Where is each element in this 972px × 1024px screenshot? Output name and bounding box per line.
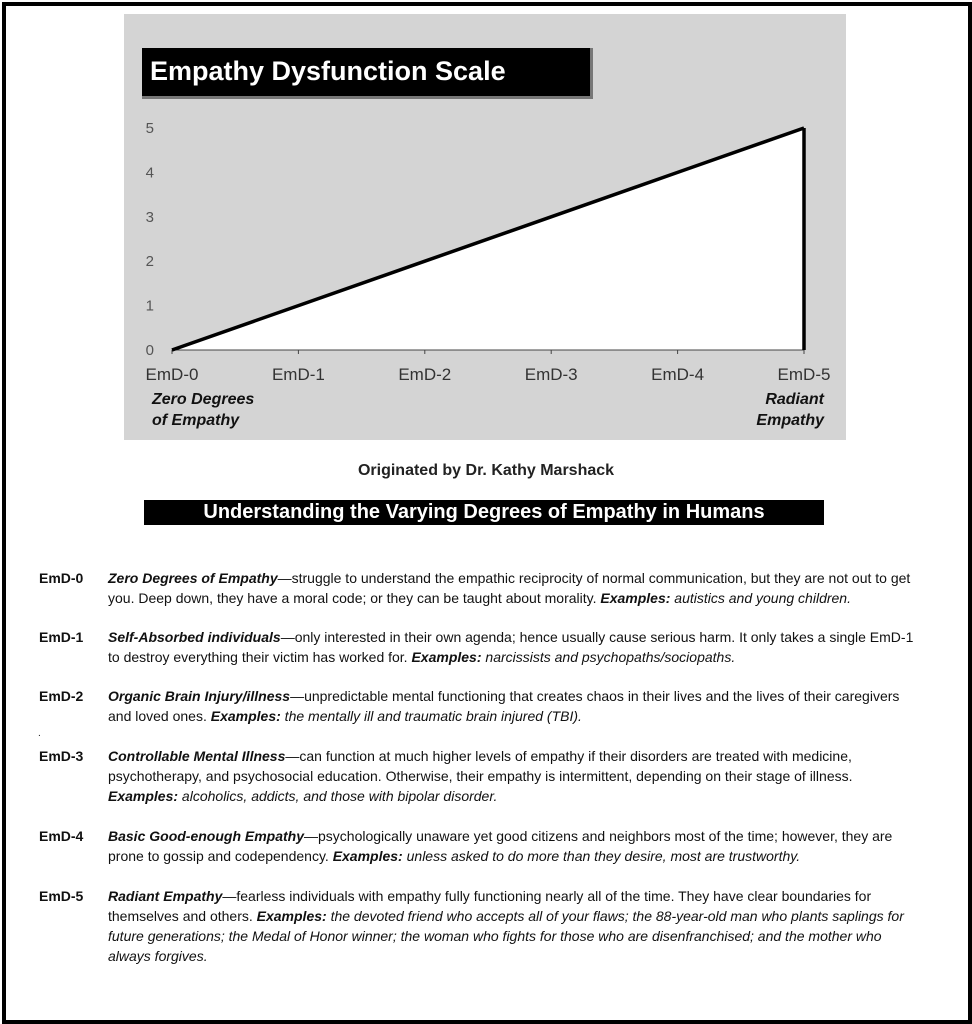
entry-description — [108, 886, 923, 966]
entry-code: EmD-3 — [39, 748, 84, 764]
entry-examples: alcoholics, addicts, and those with bipolar disorder. — [178, 788, 498, 804]
entry-code: EmD-0 — [39, 570, 84, 586]
examples-label: Examples: — [256, 908, 327, 924]
entry-code: EmD-5 — [39, 888, 84, 904]
entry-text: —struggle to understand the empathic reciprocity of normal communication, but they are not out to get you. Deep down, they have a moral code; or they can be taught about morality. — [108, 570, 911, 606]
examples-label: Examples: — [332, 848, 403, 864]
x-tick-label: EmD-4 — [651, 365, 705, 384]
credit-line: Originated by Dr. Kathy Marshack — [357, 462, 615, 479]
entry-description — [108, 686, 923, 726]
entry-description — [108, 627, 923, 667]
chart-title-box — [142, 48, 593, 99]
y-tick-label: 1 — [145, 297, 154, 315]
entry-name: Zero Degrees of Empathy — [108, 570, 278, 586]
entry-text: —only interested in their own agenda; hence usually cause serious harm. It only takes a single EmD-1 to destroy everything their victim has worked for. — [108, 629, 914, 665]
stray-dot: . — [38, 728, 41, 739]
subtitle-banner: Understanding the Varying Degrees of Empathy in Humans — [144, 500, 824, 525]
y-tick-label: 4 — [145, 164, 154, 182]
y-tick-label: 5 — [145, 120, 154, 137]
end-label — [752, 389, 824, 431]
end-label-line1: Radiant — [765, 391, 824, 408]
x-tick-label: EmD-1 — [271, 365, 325, 384]
entry-description — [108, 568, 923, 608]
y-tick-label: 2 — [145, 253, 154, 271]
entry-name: Basic Good-enough Empathy — [108, 828, 305, 844]
end-label-line2: Empathy — [756, 412, 824, 429]
entry-name: Organic Brain Injury/illness — [108, 688, 291, 704]
entry-name: Self-Absorbed individuals — [108, 629, 281, 645]
x-tick-label: EmD-2 — [398, 365, 452, 384]
start-label-line2: of Empathy — [152, 412, 240, 429]
entry-code: EmD-1 — [39, 629, 84, 645]
entry-examples: autistics and young children. — [670, 590, 851, 606]
entry-description — [108, 826, 923, 866]
entry-description — [108, 746, 923, 806]
examples-label: Examples: — [600, 590, 671, 606]
entry-examples: the devoted friend who accepts all of your flaws; the 88-year-old man who plants saplings for future generations; the Medal of Honor winner; the woman who fights for those who are disenfranchised; and the mother who always forgives. — [108, 908, 904, 964]
entry-text: —fearless individuals with empathy fully functioning nearly all of the time. They have clear boundaries for themselves and others. — [108, 888, 872, 924]
entry-examples: narcissists and psychopaths/sociopaths. — [481, 649, 736, 665]
entry-examples: unless asked to do more than they desire, most are trustworthy. — [402, 848, 801, 864]
start-label — [152, 389, 254, 431]
examples-label: Examples: — [210, 708, 281, 724]
chart-title: Empathy Dysfunction Scale — [150, 56, 506, 86]
entry-code: EmD-4 — [39, 828, 84, 844]
examples-label: Examples: — [411, 649, 482, 665]
x-tick-label: EmD-5 — [777, 365, 831, 384]
entry-text: —unpredictable mental functioning that creates chaos in their lives and the lives of their caregivers and loved ones. — [108, 688, 900, 724]
entry-examples: the mentally ill and traumatic brain injured (TBI). — [280, 708, 582, 724]
x-tick-label: EmD-3 — [524, 365, 578, 384]
entry-name: Radiant Empathy — [108, 888, 223, 904]
entry-text: —can function at much higher levels of empathy if their disorders are treated with medicine, psychotherapy, and psychosocial education. Otherwise, their empathy is intermittent, depending on their stage of illness. — [108, 748, 853, 784]
y-tick-label: 0 — [145, 342, 154, 359]
entry-text: —psychologically unaware yet good citizens and neighbors most of the time; however, they are prone to gossip and codependency. — [108, 828, 893, 864]
y-tick-label: 3 — [145, 208, 154, 226]
entry-code: EmD-2 — [39, 688, 84, 704]
examples-label: Examples: — [108, 788, 179, 804]
start-label-line1: Zero Degrees — [152, 391, 255, 408]
entry-name: Controllable Mental Illness — [108, 748, 286, 764]
x-tick-label: EmD-0 — [145, 365, 199, 384]
